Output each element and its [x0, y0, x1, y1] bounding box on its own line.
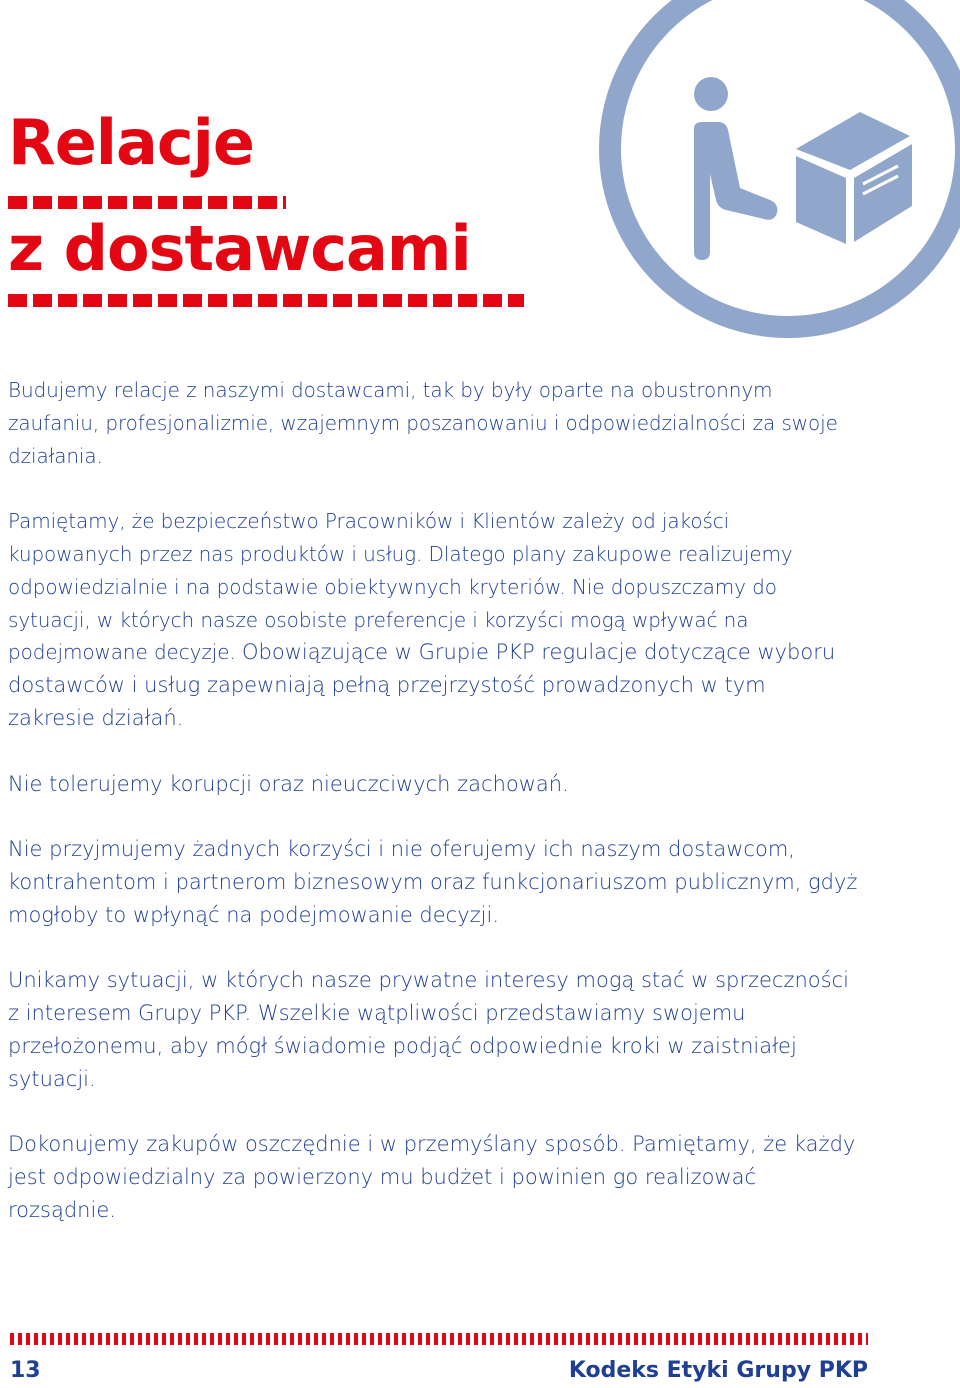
- title-dash-divider-1: [8, 196, 286, 209]
- footer-stripe-bar: [10, 1333, 868, 1345]
- page-title-line-2: z dostawcami: [8, 212, 471, 285]
- paragraph-conflict-of-interest: Unikamy sytuacji, w których nasze prywatne interesy mogą stać w sprzeczności z interesem Grupy PKP. Wszelkie wątpliwości przedstawiamy swojemu przełożonemu, aby mógł świadomie podjąć odpowiednie kroki w zaistniałej sytuacji.: [8, 968, 849, 1091]
- footer-document-title: Kodeks Etyki Grupy PKP: [568, 1358, 868, 1383]
- paragraph-benefits: Nie przyjmujemy żadnych korzyści i nie oferujemy ich naszym dostawcom, kontrahentom i partnerom biznesowym oraz funkcjonariuszom publicznym, gdyż mogłoby to wpłynąć na podejmowanie decyzji.: [8, 837, 858, 927]
- box-left-face: [796, 156, 846, 244]
- body-text: [8, 374, 858, 1227]
- page-title-line-1: Relacje: [8, 106, 254, 179]
- paragraph-regulations-text: Obowiązujące w Grupie PKP regulacje dotyczące wyboru dostawców i usług zapewniają pełną przejrzystość prowadzonych w tym zakresie działań.: [8, 640, 836, 730]
- person-body: [694, 122, 777, 260]
- page-number: 13: [10, 1358, 41, 1383]
- person-with-box-icon: [598, 0, 960, 344]
- person-head: [694, 77, 728, 111]
- paragraph-purchases: Dokonujemy zakupów oszczędnie i w przemyślany sposób. Pamiętamy, że każdy jest odpowiedzialny za powierzony mu budżet i powinien go realizować rozsądnie.: [8, 1132, 856, 1222]
- paragraph-intro: Budujemy relacje z naszymi dostawcami, tak by były oparte na obustronnym zaufaniu, profesjonalizmie, wzajemnym poszanowaniu i odpowiedzialności za swoje działania.: [8, 378, 838, 468]
- paragraph-safety-text: Pamiętamy, że bezpieczeństwo Pracowników i Klientów zależy od jakości kupowanych przez nas produktów i usług. Dlatego plany zakupowe realizujemy odpowiedzialnie i na podstawie obiektywnych kryteriów. Nie dopuszczamy do sytuacji, w których nasze osobiste preferencje i korzyści mogą wpływać na podejmowane decyzje.: [8, 509, 793, 665]
- paragraph-safety: [8, 505, 858, 735]
- paragraph-corruption: Nie tolerujemy korupcji oraz nieuczciwych zachowań.: [8, 771, 569, 796]
- title-dash-divider-2: [8, 294, 524, 307]
